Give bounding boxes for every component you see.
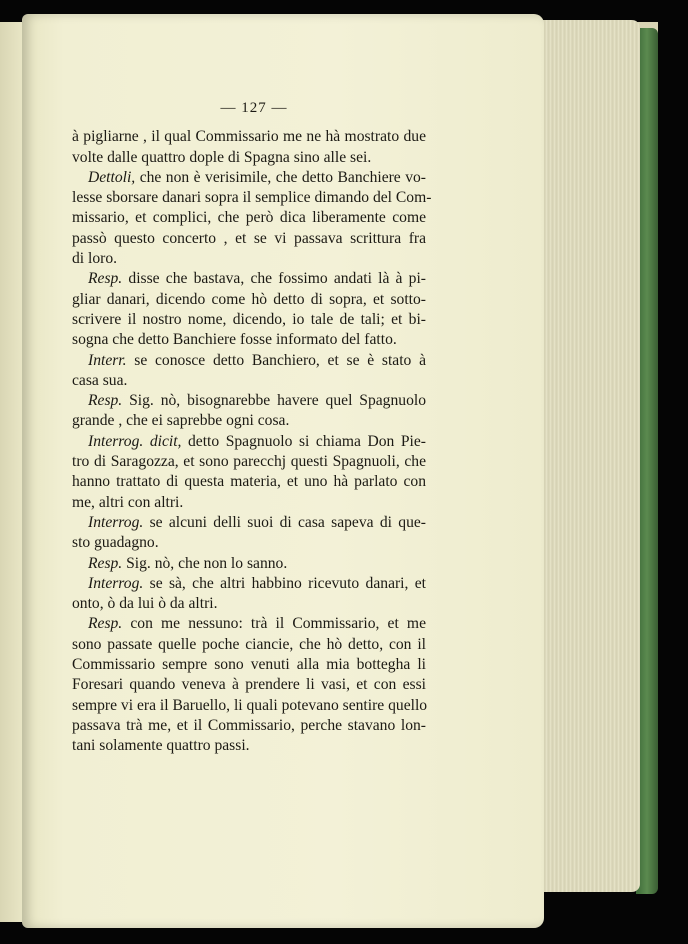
line-text: se conosce detto Banchiero, et se è stato à <box>126 351 426 369</box>
page-text <box>72 98 432 757</box>
text-line <box>72 513 426 533</box>
speaker-label: Interr. <box>88 351 127 369</box>
text-line <box>72 269 426 289</box>
text-line <box>72 249 426 269</box>
speaker-label: Dettoli, <box>88 168 136 186</box>
line-text: tani solamente quattro passi. <box>72 737 250 755</box>
text-line <box>72 208 426 228</box>
line-text: disse che bastava, che fossimo andati là à pi- <box>122 270 426 288</box>
line-text: sempre vi era il Baruello, li quali potevano sentire quello <box>72 696 428 714</box>
text-line <box>72 290 426 310</box>
text-line <box>72 127 426 147</box>
text-line <box>72 310 426 330</box>
text-line <box>72 371 426 391</box>
text-line <box>72 655 426 675</box>
line-text: che non è verisimile, che detto Banchiere vo- <box>135 168 426 186</box>
line-text: missario, et complici, che però dica liberamente come <box>72 209 426 227</box>
line-text: se alcuni delli suoi di casa sapeva di que- <box>143 513 426 531</box>
speaker-label: Interrog. <box>88 513 144 531</box>
text-line <box>72 533 426 553</box>
text-lines <box>72 127 432 756</box>
text-line <box>72 716 426 736</box>
line-text: Foresari quando veneva à prendere li vasi, et con essi <box>72 676 426 694</box>
page-stack-edges <box>540 20 640 892</box>
page-number: — 127 — <box>220 100 288 116</box>
line-text: onto, ò da lui ò da altri. <box>72 595 218 613</box>
line-text: con me nessuno: trà il Commissario, et me <box>122 615 426 633</box>
line-text: passò questo concerto , et se vi passava scrittura fra <box>72 229 426 247</box>
line-text: passava trà me, et il Commissario, perche stavano lon- <box>72 716 426 734</box>
line-text: casa sua. <box>72 371 128 389</box>
line-text: di loro. <box>72 250 118 268</box>
text-line <box>72 554 426 574</box>
line-text: lesse sborsare danari sopra il semplice dimando del Com- <box>72 189 432 207</box>
line-text: detto Spagnuolo si chiama Don Pie- <box>181 432 426 450</box>
text-line <box>72 229 426 249</box>
text-line <box>72 675 426 695</box>
text-line <box>72 148 426 168</box>
text-line <box>72 411 426 431</box>
line-text: se sà, che altri habbino ricevuto danari, et <box>143 574 426 592</box>
line-text: hanno trattato di questa materia, et uno hà parlato con <box>72 473 426 491</box>
text-line <box>72 391 426 411</box>
text-line <box>72 432 426 452</box>
text-line <box>72 168 426 188</box>
speaker-label: Interrog. dicit, <box>88 432 182 450</box>
text-line <box>72 736 426 756</box>
line-text: à pigliarne , il qual Commissario me ne hà mostrato due <box>72 128 426 146</box>
text-line <box>72 188 432 208</box>
line-text: tro di Saragozza, et sono parecchj questi Spagnuoli, che <box>72 453 426 471</box>
line-text: sogna che detto Banchiere fosse informato del fatto. <box>72 331 397 349</box>
text-line <box>72 614 426 634</box>
text-line <box>72 452 426 472</box>
line-text: gliar danari, dicendo come hò detto di sopra, et sotto- <box>72 290 426 308</box>
text-line <box>72 351 426 371</box>
text-line <box>72 574 426 594</box>
line-text: Sig. nò, che non lo sanno. <box>122 554 288 572</box>
speaker-label: Resp. <box>88 270 123 288</box>
text-line <box>72 594 426 614</box>
speaker-label: Resp. <box>88 615 123 633</box>
line-text: sto guadagno. <box>72 534 159 552</box>
text-line <box>72 493 426 513</box>
text-line <box>72 635 426 655</box>
text-line <box>72 472 426 492</box>
line-text: volte dalle quattro dople di Spagna sino alle sei. <box>72 148 372 166</box>
speaker-label: Interrog. <box>88 574 144 592</box>
line-text: sono passate quelle poche ciancie, che hò detto, con il <box>72 635 426 653</box>
line-text: grande , che ei saprebbe ogni cosa. <box>72 412 290 430</box>
text-line <box>72 330 426 350</box>
speaker-label: Resp. <box>88 554 123 572</box>
line-text: Sig. nò, bisognarebbe havere quel Spagnuolo <box>122 392 426 410</box>
line-text: Commissario sempre sono venuti alla mia bottegha li <box>72 656 426 674</box>
speaker-label: Resp. <box>88 392 123 410</box>
line-text: me, altri con altri. <box>72 493 184 511</box>
text-line <box>72 696 426 716</box>
line-text: scrivere il nostro nome, dicendo, io tale de tali; et bi- <box>72 310 426 328</box>
